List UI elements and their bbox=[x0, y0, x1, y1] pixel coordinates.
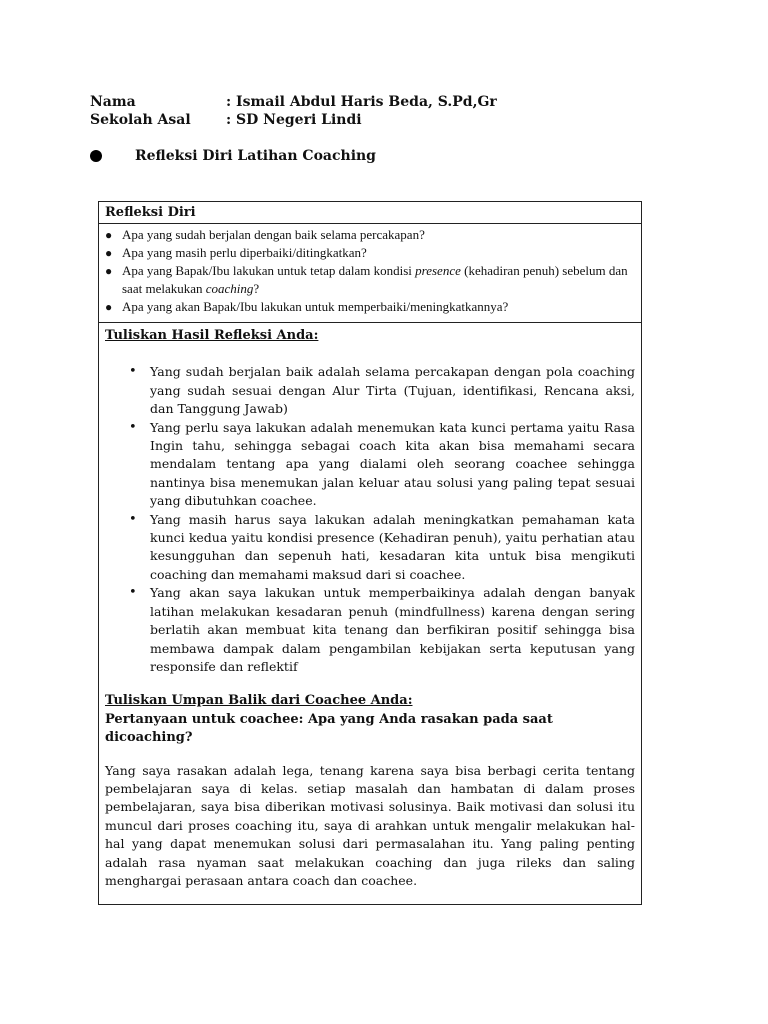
feedback-question: Pertanyaan untuk coachee: Apa yang Anda rasakan pada saat dicoaching? bbox=[105, 711, 553, 746]
reflection-prompts bbox=[99, 202, 641, 323]
result-item: • Yang sudah berjalan baik adalah selama percakapan dengan pola coaching yang sudah sesuai dengan Alur Tirta (Tujuan, identifikasi, Rencana aksi, dan Tanggung Jawab) bbox=[150, 363, 635, 418]
result-item: • Yang akan saya lakukan untuk memperbaikinya adalah dengan banyak latihan melakukan kesadaran penuh (mindfullness) karena dengan sering berlatih akan membuat kita tenang dan berfikiran positif sehingga bisa membawa dampak dalam pengambilan kebijakan serta keputusan yang responsife dan reflektif bbox=[150, 584, 635, 676]
reflection-heading: Refleksi Diri bbox=[99, 204, 641, 224]
question-item: ● Apa yang akan Bapak/Ibu lakukan untuk memperbaiki/meningkatkannya? bbox=[105, 298, 635, 316]
results-heading: Tuliskan Hasil Refleksi Anda: bbox=[105, 328, 319, 343]
reflection-table bbox=[98, 201, 642, 905]
feedback-answer: Yang saya rasakan adalah lega, tenang karena saya bisa berbagi cerita tentang pembelajaran saya di kelas. setiap masalah dan hambatan di dalam proses pembelajaran, saya bisa diberikan motivasi solusinya. Baik motivasi dan solusi itu muncul dari proses coaching itu, saya di arahkan untuk mengalir melakukan hal-hal yang dapat menemukan solusi dari permasalahan itu. Yang paling penting adalah rasa nyaman saat melakukan coaching dan juga rileks dan saling menghargai perasaan antara coach dan coachee. bbox=[105, 762, 635, 888]
school-label: Sekolah Asal bbox=[90, 112, 191, 128]
result-item: • Yang masih harus saya lakukan adalah meningkatkan pemahaman kata kunci kedua yaitu kondisi presence (Kehadiran penuh), yaitu perhatian atau kesungguhan dan sepenuh hati, kesadaran kita untuk bisa mengikuti coaching dan memahami maksud dari si coachee. bbox=[150, 511, 635, 585]
school-value: : SD Negeri Lindi bbox=[226, 112, 362, 128]
question-item: ● Apa yang masih perlu diperbaiki/ditingkatkan? bbox=[105, 244, 635, 262]
bullet-icon bbox=[90, 150, 102, 162]
identity-header bbox=[90, 93, 497, 129]
document-title bbox=[90, 146, 376, 166]
question-item bbox=[105, 262, 635, 298]
reflection-answers bbox=[99, 323, 641, 904]
question-item: ● Apa yang sudah berjalan dengan baik selama percakapan? bbox=[105, 226, 635, 244]
name-value: : Ismail Abdul Haris Beda, S.Pd,Gr bbox=[226, 94, 497, 110]
question-emphasis: coaching bbox=[205, 281, 254, 296]
results-list bbox=[105, 363, 635, 676]
question-text: (kehadiran penuh) sebelum dan saat melakukan bbox=[122, 263, 628, 296]
school-row bbox=[90, 111, 497, 129]
title-text: Refleksi Diri Latihan Coaching bbox=[135, 148, 376, 164]
name-label: Nama bbox=[90, 94, 136, 110]
result-item: • Yang perlu saya lakukan adalah menemukan kata kunci pertama yaitu Rasa Ingin tahu, sehingga sebagai coach kita akan bisa memahami secara mendalam tentang apa yang dialami oleh seorang coachee sehingga nantinya bisa menemukan jalan keluar atau solusi yang paling tepat sesuai yang dibutuhkan coachee. bbox=[150, 419, 635, 511]
question-text: Apa yang Bapak/Ibu lakukan untuk tetap dalam kondisi bbox=[122, 263, 416, 278]
name-row bbox=[90, 93, 497, 111]
question-list bbox=[105, 226, 635, 316]
question-emphasis: presence bbox=[415, 263, 461, 278]
question-text: ? bbox=[253, 281, 260, 296]
feedback-heading: Tuliskan Umpan Balik dari Coachee Anda: bbox=[105, 693, 413, 709]
